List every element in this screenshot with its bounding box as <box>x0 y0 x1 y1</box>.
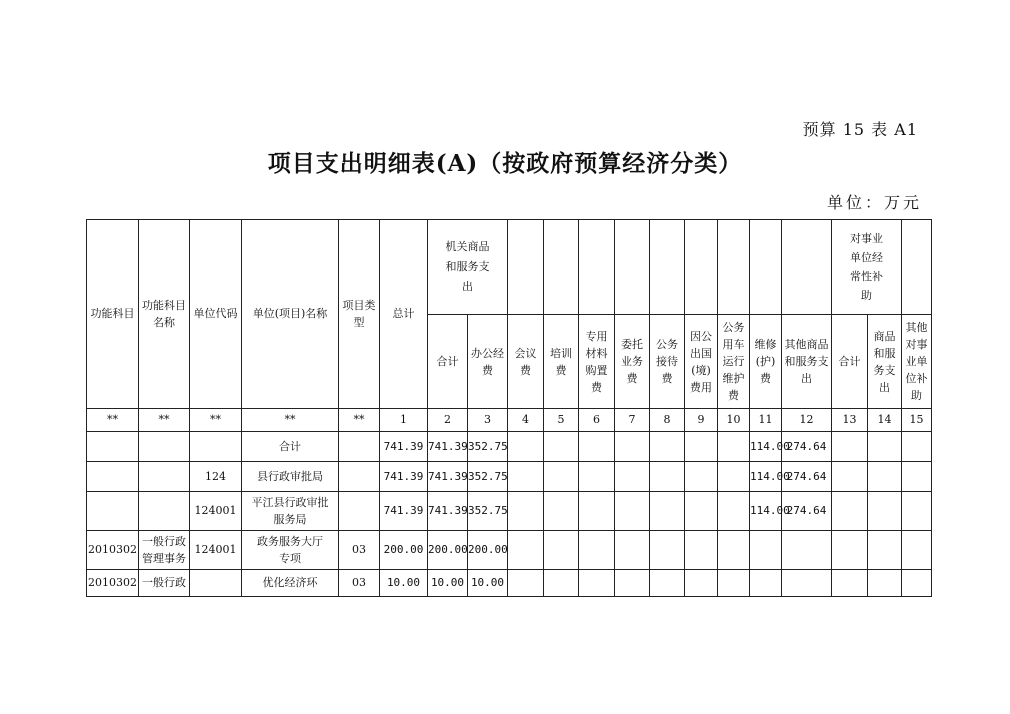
cell-other-goods: 274.64 <box>782 492 832 531</box>
unit-label: 单位：万元 <box>826 193 922 212</box>
col-header-s-total: 合计 <box>832 315 868 409</box>
cell-office: 10.00 <box>468 570 508 597</box>
cell-empty <box>902 492 932 531</box>
page-title: 项目支出明细表(A)（按政府预算经济分类） <box>267 150 743 177</box>
cell-func <box>87 492 139 531</box>
col-header-entrusted <box>615 315 650 409</box>
cell-code <box>190 432 242 462</box>
cell-name: 优化经济环 <box>242 570 339 597</box>
cell-total: 741.39 <box>380 492 428 531</box>
table-row <box>87 462 932 492</box>
cell-office: 352.75 <box>468 462 508 492</box>
cell-empty <box>508 462 544 492</box>
cell-repair: 114.00 <box>750 462 782 492</box>
cell-empty <box>544 570 579 597</box>
cell-empty <box>832 432 868 462</box>
cell-empty <box>685 462 718 492</box>
col-header-meeting-text: 会议费 <box>514 346 537 377</box>
cell-empty <box>868 492 902 531</box>
cell-fname <box>139 462 190 492</box>
cell-empty <box>650 570 685 597</box>
cell-empty <box>868 462 902 492</box>
cell-code: 124001 <box>190 531 242 570</box>
group-header-subsidy <box>832 220 902 315</box>
index-cell: 5 <box>544 409 579 432</box>
col-header-meeting <box>508 315 544 409</box>
col-header-func-subject-name <box>139 220 190 409</box>
cell-empty <box>615 531 650 570</box>
index-cell: 12 <box>782 409 832 432</box>
table-row <box>87 492 932 531</box>
cell-empty <box>718 492 750 531</box>
cell-fname: 一般行政 <box>139 570 190 597</box>
cell-empty <box>579 570 615 597</box>
cell-type <box>339 432 380 462</box>
cell-empty <box>718 531 750 570</box>
cell-code: 124 <box>190 462 242 492</box>
cell-empty <box>832 531 868 570</box>
cell-other-goods: 274.64 <box>782 432 832 462</box>
col-header-s-goods-text: 商品和服务支出 <box>873 329 896 394</box>
header-blank-6 <box>579 220 615 315</box>
cell-name: 合计 <box>242 432 339 462</box>
cell-code <box>190 570 242 597</box>
index-cell: 15 <box>902 409 932 432</box>
col-header-abroad-text: 因公出国(境)费用 <box>690 329 712 394</box>
cell-empty <box>868 531 902 570</box>
cell-empty <box>832 462 868 492</box>
col-header-func-subject: 功能科目 <box>87 220 139 409</box>
header-blank-11 <box>750 220 782 315</box>
index-cell: 10 <box>718 409 750 432</box>
col-header-vehicle <box>718 315 750 409</box>
cell-other-goods <box>782 570 832 597</box>
cell-empty <box>718 570 750 597</box>
index-cell: ** <box>139 409 190 432</box>
col-header-materials-text: 专用材料购置费 <box>585 329 608 394</box>
table-row <box>87 570 932 597</box>
cell-name <box>242 492 339 531</box>
budget-table <box>86 219 932 597</box>
cell-func <box>87 432 139 462</box>
index-cell: ** <box>190 409 242 432</box>
cell-empty <box>902 432 932 462</box>
cell-name: 县行政审批局 <box>242 462 339 492</box>
cell-empty <box>579 462 615 492</box>
cell-empty <box>544 462 579 492</box>
cell-empty <box>868 432 902 462</box>
col-header-total: 总计 <box>380 220 428 409</box>
col-header-materials <box>579 315 615 409</box>
cell-code: 124001 <box>190 492 242 531</box>
cell-fname-text: 一般行政管理事务 <box>142 535 186 565</box>
header-blank-5 <box>544 220 579 315</box>
cell-func: 2010302 <box>87 531 139 570</box>
cell-type: 03 <box>339 570 380 597</box>
cell-fname <box>139 531 190 570</box>
col-header-other-goods <box>782 315 832 409</box>
cell-empty <box>544 432 579 462</box>
col-header-reception-text: 公务接待费 <box>656 338 678 385</box>
cell-total: 741.39 <box>380 462 428 492</box>
cell-office: 200.00 <box>468 531 508 570</box>
col-header-repair-text: 维修(护)费 <box>754 338 777 385</box>
cell-empty <box>615 570 650 597</box>
cell-g-total: 741.39 <box>428 432 468 462</box>
index-cell: 7 <box>615 409 650 432</box>
header-blank-12 <box>782 220 832 315</box>
index-cell: 8 <box>650 409 685 432</box>
index-cell: 1 <box>380 409 428 432</box>
header-blank-9 <box>685 220 718 315</box>
header-row-1 <box>87 220 932 315</box>
cell-repair <box>750 570 782 597</box>
col-header-abroad <box>685 315 718 409</box>
col-header-vehicle-text: 公务用车运行维护费 <box>722 321 745 402</box>
cell-empty <box>718 462 750 492</box>
cell-empty <box>832 570 868 597</box>
index-cell: 9 <box>685 409 718 432</box>
cell-func: 2010302 <box>87 570 139 597</box>
header-blank-15 <box>902 220 932 315</box>
cell-repair <box>750 531 782 570</box>
header-blank-4 <box>508 220 544 315</box>
index-cell: ** <box>339 409 380 432</box>
cell-fname <box>139 492 190 531</box>
cell-type: 03 <box>339 531 380 570</box>
index-cell: ** <box>87 409 139 432</box>
cell-empty <box>508 531 544 570</box>
cell-name-text: 政务服务大厅专项 <box>257 535 323 565</box>
index-cell: ** <box>242 409 339 432</box>
index-cell: 11 <box>750 409 782 432</box>
col-header-unit-name: 单位(项目)名称 <box>242 220 339 409</box>
cell-name-text: 平江县行政审批服务局 <box>251 496 329 526</box>
cell-name <box>242 531 339 570</box>
cell-repair: 114.00 <box>750 432 782 462</box>
group-header-goods-services <box>428 220 508 315</box>
cell-empty <box>902 570 932 597</box>
index-cell: 4 <box>508 409 544 432</box>
col-header-unit-code: 单位代码 <box>190 220 242 409</box>
cell-empty <box>685 432 718 462</box>
cell-empty <box>508 492 544 531</box>
table-row <box>87 432 932 462</box>
cell-empty <box>832 492 868 531</box>
cell-office: 352.75 <box>468 432 508 462</box>
col-header-repair <box>750 315 782 409</box>
col-header-office-text: 办公经费 <box>471 346 504 377</box>
col-header-func-subject-name-text: 功能科目名称 <box>142 299 186 329</box>
cell-empty <box>650 492 685 531</box>
cell-type <box>339 492 380 531</box>
cell-empty <box>615 462 650 492</box>
cell-empty <box>615 492 650 531</box>
cell-empty <box>902 462 932 492</box>
cell-g-total: 10.00 <box>428 570 468 597</box>
col-header-training <box>544 315 579 409</box>
index-cell: 6 <box>579 409 615 432</box>
index-row <box>87 409 932 432</box>
index-cell: 14 <box>868 409 902 432</box>
cell-type <box>339 462 380 492</box>
table-row <box>87 531 932 570</box>
col-header-s-goods <box>868 315 902 409</box>
cell-empty <box>650 531 685 570</box>
cell-empty <box>650 462 685 492</box>
index-cell: 3 <box>468 409 508 432</box>
cell-empty <box>902 531 932 570</box>
cell-other-goods <box>782 531 832 570</box>
index-cell: 2 <box>428 409 468 432</box>
col-header-other-goods-text: 其他商品和服务支出 <box>784 338 829 385</box>
col-header-g-total: 合计 <box>428 315 468 409</box>
cell-g-total: 741.39 <box>428 462 468 492</box>
cell-empty <box>579 492 615 531</box>
group-header-goods-services-text: 机关商品和服务支出 <box>445 240 490 293</box>
cell-empty <box>718 432 750 462</box>
col-header-s-other <box>902 315 932 409</box>
cell-fname <box>139 432 190 462</box>
cell-empty <box>579 432 615 462</box>
cell-empty <box>508 570 544 597</box>
cell-empty <box>544 492 579 531</box>
header-blank-8 <box>650 220 685 315</box>
cell-total: 200.00 <box>380 531 428 570</box>
index-cell: 13 <box>832 409 868 432</box>
table-code: 预算 15 表 A1 <box>802 120 918 139</box>
col-header-training-text: 培训费 <box>550 346 572 377</box>
col-header-office <box>468 315 508 409</box>
cell-empty <box>615 432 650 462</box>
col-header-reception <box>650 315 685 409</box>
cell-office: 352.75 <box>468 492 508 531</box>
cell-empty <box>650 432 685 462</box>
cell-total: 10.00 <box>380 570 428 597</box>
cell-empty <box>685 531 718 570</box>
header-blank-10 <box>718 220 750 315</box>
cell-empty <box>685 492 718 531</box>
cell-total: 741.39 <box>380 432 428 462</box>
col-header-entrusted-text: 委托业务费 <box>621 338 643 385</box>
cell-empty <box>868 570 902 597</box>
cell-empty <box>508 432 544 462</box>
cell-g-total: 200.00 <box>428 531 468 570</box>
cell-empty <box>544 531 579 570</box>
cell-empty <box>685 570 718 597</box>
cell-empty <box>579 531 615 570</box>
header-blank-7 <box>615 220 650 315</box>
cell-other-goods: 274.64 <box>782 462 832 492</box>
cell-func <box>87 462 139 492</box>
col-header-item-type-text: 项目类型 <box>342 299 376 329</box>
group-header-subsidy-text: 对事业单位经常性补助 <box>850 232 883 302</box>
col-header-item-type <box>339 220 380 409</box>
cell-g-total: 741.39 <box>428 492 468 531</box>
col-header-s-other-text: 其他对事业单位补助 <box>905 321 928 402</box>
cell-repair: 114.00 <box>750 492 782 531</box>
